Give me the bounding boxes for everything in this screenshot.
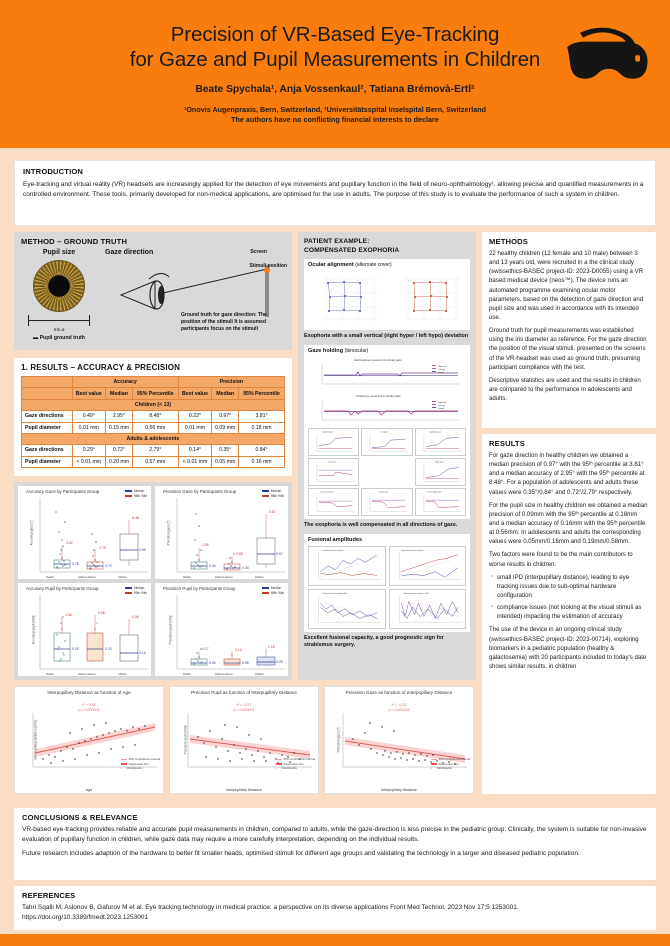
fusional-amplitudes-title: Fusional amplitudes xyxy=(308,536,363,543)
table-group-children xyxy=(22,399,285,410)
svg-text:0.19: 0.19 xyxy=(72,647,79,651)
chart-plot-area xyxy=(18,589,151,676)
scatter-xlabel: Age xyxy=(85,788,93,792)
results-paragraph-4: The use of the device in an ongoing clinical study (swissethics-BASEC project-ID: 2023-00714), exploring biomarkers in a pediatric population (healthy & galactosemia) with 20 participants included to today's date shows similar results. in children xyxy=(489,626,647,670)
results-paragraph-3: Two factors were found to be the main contributors to worse results in children: xyxy=(489,551,633,568)
vr-headset-icon xyxy=(556,20,652,92)
gaze-plot-down-left xyxy=(308,488,359,516)
results-paragraph-2: For the pupil size in healthy children we obtained a median precision of 0.09mm with the 95ᵗʰ percentile at 0.18mm and a median accuracy of 0.16mm with the 95ᵗʰ percentile at 0.56mm. In adolescents and adults the corresponding values were 0.05mm/0.16mm and 0.19mm/0.58mm. xyxy=(489,501,648,546)
cell: 0.05 mm xyxy=(212,456,239,467)
alignment-plot-right xyxy=(390,271,468,327)
chart-legend: Median 95th %ile xyxy=(125,586,147,596)
svg-text:0.05: 0.05 xyxy=(209,661,216,665)
gaze-holding-card xyxy=(304,345,470,519)
svg-text:Left eye: Left eye xyxy=(438,405,446,407)
results-table-panel xyxy=(14,358,292,476)
disclosure-line: The authors have no conflicting financial interests to declare xyxy=(231,115,439,125)
patient-caption-2: The exophoria is well compensated in all directions of gaze. xyxy=(304,522,458,528)
subheader-prec-p95: 95% Percentile xyxy=(239,388,285,399)
svg-text:Adults & adolesc.: Adults & adolesc. xyxy=(215,576,234,579)
gaze-plot-up-left xyxy=(308,428,359,456)
methods-section xyxy=(482,232,656,428)
chart-legend: Median 95th %ile xyxy=(262,586,284,596)
chart-title: Accuracy Pupil by Participants Group xyxy=(26,586,99,591)
method-gt-heading: METHOD – GROUND TRUTH xyxy=(21,237,128,246)
svg-text:Healthy: Healthy xyxy=(46,673,55,676)
screen-label: Screen xyxy=(250,249,267,255)
p-value-label: p = 0.000001 xyxy=(78,708,100,713)
svg-text:Right gaze: Right gaze xyxy=(434,461,444,464)
ocular-alignment-card xyxy=(304,259,470,330)
scatter-xlabel: Interpupillary Distance xyxy=(381,788,417,792)
r-squared-label: r² = -0.23 xyxy=(391,703,407,707)
cell: 0.49° xyxy=(72,411,106,422)
svg-text:Right eye: Right eye xyxy=(438,402,447,404)
affiliations xyxy=(20,105,650,126)
chart-title: Precision Gaze by Participants Group xyxy=(163,489,237,494)
scatter-legend: 95% Confidence interval Regression line • Participants xyxy=(430,757,470,771)
conclusions-paragraph-2: Future research includes adaption of the hardware to better fit smaller heads, optimised stimuli for different age groups and validating the technology in a larger and diseased pediatric population. xyxy=(22,849,580,857)
scatter-ylabel: Precision pupil [mm] xyxy=(183,725,188,755)
alignment-grid-left xyxy=(308,271,386,327)
references-section xyxy=(14,886,656,930)
chart-plot-area xyxy=(155,492,288,579)
svg-text:Up-Right gaze: Up-Right gaze xyxy=(429,431,441,434)
row-label-gaze-adults: Gaze directions xyxy=(22,445,73,456)
scatter-ylabel: Interpupillary distance [mm] xyxy=(33,720,38,760)
iris-diameter-label: Iris ⌀ xyxy=(53,328,65,333)
svg-text:0.20: 0.20 xyxy=(105,647,112,651)
svg-text:Down-Left gaze: Down-Left gaze xyxy=(320,491,334,494)
gaze-plot-up xyxy=(361,428,412,456)
gaze-plot-down-right xyxy=(415,488,466,516)
pupil-size-label: Pupil size xyxy=(42,249,76,256)
results-table-heading: 1. RESULTS – ACCURACY & PRECISION xyxy=(21,363,181,372)
table-corner-cell xyxy=(22,377,73,388)
p95-label-1: 2.79 xyxy=(99,546,106,550)
patient-heading-line2: COMPENSATED EXOPHORIA xyxy=(304,247,400,255)
cell: 0.14° xyxy=(178,445,212,456)
stimuli-position-label: Stimuli position xyxy=(249,263,287,269)
iris-image xyxy=(33,260,85,312)
vertical-eye-movement-plot xyxy=(308,392,466,426)
p-value-label: p = 0.000001 xyxy=(233,708,255,713)
chart-ylabel: Accuracy gaze [°] xyxy=(29,520,34,545)
cell: 2.79° xyxy=(132,445,178,456)
svg-text:Up-Left gaze: Up-Left gaze xyxy=(322,431,334,434)
svg-text:Left gaze: Left gaze xyxy=(328,461,336,464)
chart-precision-pupil xyxy=(155,583,288,676)
introduction-heading: INTRODUCTION xyxy=(23,167,84,176)
svg-text:0.16: 0.16 xyxy=(139,651,146,655)
table-header-row-groups xyxy=(22,377,285,388)
chart-plot-area xyxy=(18,492,151,579)
author-list: Beate Spychala¹, Anja Vossenkaul², Tatiana Brémovà-Ertl² xyxy=(195,84,475,95)
references-text xyxy=(22,903,648,923)
scatter-ylabel: Precision gaze [°] xyxy=(336,727,341,753)
svg-text:Healthy: Healthy xyxy=(183,576,192,579)
svg-text:0.88: 0.88 xyxy=(236,552,243,556)
patient-caption-3: Excellent fusional capacity, a good prognostic sign for strabismus surgery. xyxy=(304,634,444,649)
results-bullet-list xyxy=(489,573,649,622)
svg-text:0.58: 0.58 xyxy=(98,611,105,615)
cell: 0.01 mm xyxy=(178,422,212,433)
scatter-legend: 95% Confidence interval Regression line • Participants xyxy=(275,757,315,771)
chart-precision-gaze xyxy=(155,486,288,579)
pupil-size-figure xyxy=(21,249,97,341)
svg-text:Left eye: Left eye xyxy=(438,369,446,371)
fusional-plot-vertical-rol xyxy=(308,589,386,629)
affiliation-line: ¹Onovis Augenpraxis, Bern, Switzerland, ²Universitätsspital Inselspital Bern, Switzerland xyxy=(183,105,487,114)
table-header-row-subs xyxy=(22,388,285,399)
subheader-prec-best: Best value xyxy=(178,388,212,399)
results-text xyxy=(489,451,649,671)
svg-text:Adults & adolesc.: Adults & adolesc. xyxy=(78,673,97,676)
methods-paragraph-1: 22 healthy children (12 female and 10 male) between 3 and 13 years old, were recruited in a the clinical study (swissethics-BASEC project-ID: 2023-D0055) using a VR based medical device (neos™). The device runs an automated programme examining ocular motor parameters, based on the detection of gaze direction and pupil size and was used in accordance with its intended use. xyxy=(489,250,644,321)
svg-text:0.56: 0.56 xyxy=(132,615,139,619)
cell: 8.48° xyxy=(132,411,178,422)
iris-diameter-measure xyxy=(28,314,90,328)
svg-text:Stimuli: Stimuli xyxy=(438,372,445,374)
results-paragraph-1: For gaze direction in healthy children we obtained a median precision of 0.97° with the 95ᵗʰ percentile at 3.81° and a median accuracy of 2.95° with the 95ᵗʰ percentile at 8.48°. For a population of adolescents and adults these values were 0.35°/0.84° and 0.72°/2.79° respectively. xyxy=(489,452,645,496)
chart-title: Accuracy Gaze by Participants Group xyxy=(26,489,100,494)
gaze-plot-right xyxy=(415,458,466,486)
fusional-plot-vertical-lor xyxy=(389,589,467,629)
patient-example-panel xyxy=(298,232,476,680)
svg-text:Children: Children xyxy=(118,576,127,579)
row-label-pupil-adults: Pupil diameter xyxy=(22,456,73,467)
conclusions-paragraph-1: VR-based eye-tracking provides reliable and accurate pupil measurements in children, compared to adults, while the gaze-direction is less precise in the pediatric group. Clinically, the system is suitable for non-invasive evaluation of pupillary function in children, while gaze data may require a more carefully interpretation, depending on the individual results. xyxy=(22,826,647,843)
scatter-title: Precision Gaze as function of Interpupillary Distance xyxy=(345,690,453,695)
svg-text:0.44: 0.44 xyxy=(209,564,216,568)
svg-text:1.95: 1.95 xyxy=(202,543,209,547)
cell: 0.29° xyxy=(72,445,106,456)
methods-text xyxy=(489,249,649,403)
chart-accuracy-pupil xyxy=(18,583,151,676)
plot-title: Vertical eye movement in primary gaze xyxy=(356,395,401,398)
boxplot-charts-panel xyxy=(14,482,292,680)
method-ground-truth-panel xyxy=(14,232,292,350)
conclusions-text xyxy=(22,825,648,859)
chart-accuracy-gaze xyxy=(18,486,151,579)
svg-text:Healthy: Healthy xyxy=(46,576,55,579)
conclusions-heading: CONCLUSIONS & RELEVANCE xyxy=(22,813,138,822)
v-trace-svg xyxy=(308,392,468,426)
cell: 0.22° xyxy=(178,411,212,422)
table-corner-cell-2 xyxy=(22,388,73,399)
methods-paragraph-2: Ground truth for pupil measurements was established using the iris diameter as reference. For the gaze direction the position of the visual stimuli, presented on the screens of the VR-headset was used as ground truth, presuming participant compliance with the test. xyxy=(489,327,647,371)
cell: 0.84° xyxy=(239,445,285,456)
fusional-amplitudes-card xyxy=(304,534,470,632)
svg-text:3.81: 3.81 xyxy=(269,510,276,514)
directional-gaze-plots xyxy=(308,428,466,516)
pupil-ground-truth-label: ▬ Pupil ground truth xyxy=(33,335,85,341)
scatter-legend: 95% Confidence interval Regression line • Participants xyxy=(120,757,160,771)
p95-label-0: 3.52 xyxy=(66,541,73,545)
cell: 0.97° xyxy=(212,411,239,422)
header-precision: Precision xyxy=(178,377,284,388)
table-row xyxy=(22,456,285,467)
methods-paragraph-3: Descriptive statistics are used and the results in children are compared to the performance in adolescents and adults. xyxy=(489,376,641,403)
svg-text:Children: Children xyxy=(255,673,264,676)
svg-text:Vertical fusional vergence LoR: Vertical fusional vergence LoR xyxy=(402,592,429,595)
r-squared-label: r² = -0.27 xyxy=(236,703,252,707)
results-section xyxy=(482,434,656,794)
group-label-children: Children (< 13) xyxy=(22,399,285,410)
title-line-1: Precision of VR-Based Eye-Tracking xyxy=(170,23,500,46)
cell: 0.56 mm xyxy=(132,422,178,433)
gaze-plot-up-right xyxy=(415,428,466,456)
chart-ylabel: Precision pupil [mm] xyxy=(168,615,173,644)
svg-text:Negative fusional vergence: Negative fusional vergence xyxy=(400,549,424,552)
subheader-acc-best: Best value xyxy=(72,388,106,399)
poster-header xyxy=(0,0,670,148)
alignment-grid-right xyxy=(390,271,468,327)
median-label-0: 0.76 xyxy=(72,562,79,566)
cell: 3.81° xyxy=(239,411,285,422)
gaze-plot-down xyxy=(361,488,412,516)
ocular-alignment-title: Ocular alignment (alternate cover) xyxy=(308,262,392,269)
table-group-adults xyxy=(22,433,285,444)
cell: 0.35° xyxy=(212,445,239,456)
footer-bar xyxy=(0,934,670,946)
p-value-label: p = 0.000033 xyxy=(388,708,410,713)
cell: 0.01 mm xyxy=(72,422,106,433)
svg-text:0.09: 0.09 xyxy=(276,660,283,664)
gaze-plot-left xyxy=(308,458,359,486)
gaze-direction-label: Gaze direction xyxy=(105,249,154,256)
cell: 2.95° xyxy=(106,411,133,422)
scatter-title: Interpupillary Distance as function of Age xyxy=(47,690,131,695)
p95-label-2: 8.48 xyxy=(132,516,139,520)
chart-ylabel: Accuracy pupil [mm] xyxy=(31,615,36,644)
list-item: · compliance issues (not looking at the visual stimuli as intended) impacting the estimation of accuracy xyxy=(489,603,649,621)
svg-text:Positive fusional vergence: Positive fusional vergence xyxy=(322,549,345,552)
table-row xyxy=(22,422,285,433)
cell: 0.72° xyxy=(106,445,133,456)
plot-title: Horizontal eye movement in primary gaze xyxy=(354,359,402,362)
scatter-precision-pupil-vs-ipd xyxy=(169,686,319,794)
results-heading: RESULTS xyxy=(489,439,525,448)
svg-text:Stimuli: Stimuli xyxy=(438,408,445,410)
cell: 0.20 mm xyxy=(106,456,133,467)
chart-ylabel: Precision gaze [°] xyxy=(166,520,171,545)
fusional-plot-positive xyxy=(308,546,386,586)
alignment-plot-left xyxy=(308,271,386,327)
subheader-acc-median: Median xyxy=(106,388,133,399)
chart-legend: Median 95th %ile xyxy=(262,489,284,499)
median-label-1: 0.72 xyxy=(105,564,112,568)
patient-heading-line1: PATIENT EXAMPLE: xyxy=(304,238,370,245)
patient-caption-1: Exophoria with a small vertical (right hyper / left hypo) deviation xyxy=(304,333,469,340)
svg-text:Healthy: Healthy xyxy=(183,673,192,676)
r-squared-label: r² = 0.52 xyxy=(82,703,96,707)
table-row xyxy=(22,411,285,422)
scatter-precision-gaze-vs-ipd xyxy=(324,686,474,794)
svg-text:Adults & adolesc.: Adults & adolesc. xyxy=(215,673,234,676)
svg-text:0.97: 0.97 xyxy=(276,552,283,556)
introduction-section xyxy=(14,160,656,226)
row-label-gaze-children: Gaze directions xyxy=(22,411,73,422)
table-row xyxy=(22,445,285,456)
subheader-prec-median: Median xyxy=(212,388,239,399)
svg-text:0.16: 0.16 xyxy=(235,648,242,652)
row-label-pupil-children: Pupil diameter xyxy=(22,422,73,433)
gaze-holding-title: Gaze holding (binocular) xyxy=(308,348,369,354)
svg-text:0.56: 0.56 xyxy=(65,613,72,617)
subheader-acc-p95: 95% Percentile xyxy=(132,388,178,399)
cell: 0.57 mm xyxy=(132,456,178,467)
chart-legend: Median 95th %ile xyxy=(125,489,147,499)
conclusions-section xyxy=(14,808,656,880)
median-label-2: 2.95 xyxy=(139,548,146,552)
cell: 0.15 mm xyxy=(106,422,133,433)
svg-text:Up gaze: Up gaze xyxy=(381,431,389,434)
ground-truth-note: Ground truth for gaze direction: The position of the stimuli It is assumed participants focus on the stimuli xyxy=(181,312,267,332)
scatter-ipd-vs-age xyxy=(14,686,164,794)
title-line-2: for Gaze and Pupil Measurements in Children xyxy=(129,48,541,71)
svg-text:Children: Children xyxy=(118,673,127,676)
group-label-adults: Adults & adolescents xyxy=(22,433,285,444)
scatter-xlabel: Interpupillary Distance xyxy=(226,788,262,792)
reference-item: Tahri Sqalli M, Aslonov B, Gafurov M et al. Eye tracking technology in medical practice: a perspective on its diverse applications Front Med Technol. 2023 Nov 17;5:1253001. xyxy=(22,904,519,911)
svg-text:0.18: 0.18 xyxy=(268,645,275,649)
scatter-title: Precision Pupil as function of Interpupillary Distance xyxy=(191,690,297,695)
header-accuracy: Accuracy xyxy=(72,377,178,388)
cell: < 0.01 mm xyxy=(72,456,106,467)
introduction-text: Eye-tracking and virtual reality (VR) headsets are increasingly applied for the detection of eye movements and pupillary function in the field of neuro-ophthalmology¹, allowing precise and quantified measurements in a controlled environment. These tools, primarily developed for non-medical applications, are optimised for the use in adults. The purpose of this study is to evaluate the performance of such a system in children. xyxy=(23,181,644,198)
cell: 0.16 mm xyxy=(239,456,285,467)
svg-text:Children: Children xyxy=(255,576,264,579)
reference-doi-link[interactable]: https://doi.org/10.3389/fmedt.2023.1253001 xyxy=(22,913,149,921)
references-heading: REFERENCES xyxy=(22,891,76,900)
scatter-charts-panel xyxy=(14,686,474,794)
fusional-plot-negative xyxy=(389,546,467,586)
svg-text:0.17: 0.17 xyxy=(202,647,209,651)
svg-text:0.05: 0.05 xyxy=(242,661,249,665)
cell: 0.18 mm xyxy=(239,422,285,433)
cell: < 0.01 mm xyxy=(178,456,212,467)
chart-plot-area xyxy=(155,589,288,676)
gaze-direction-figure xyxy=(97,249,285,335)
svg-text:Adults & adolesc.: Adults & adolesc. xyxy=(78,576,97,579)
horizontal-eye-movement-plot xyxy=(308,356,466,390)
svg-text:Right eye: Right eye xyxy=(438,366,447,368)
cell: 0.09 mm xyxy=(212,422,239,433)
h-trace-svg xyxy=(308,356,468,390)
svg-text:0.34: 0.34 xyxy=(242,566,249,570)
svg-text:Vertical fusional vergence RoL: Vertical fusional vergence RoL xyxy=(322,592,348,595)
methods-heading: METHODS xyxy=(489,237,529,246)
chart-title: Precision Pupil by Participants Group xyxy=(163,586,236,591)
svg-text:Down-Right gaze: Down-Right gaze xyxy=(427,491,442,494)
accuracy-precision-table xyxy=(21,376,285,468)
svg-text:Down gaze: Down gaze xyxy=(379,491,389,494)
list-item: · small IPD (interpupillary distance), leading to eye tracking issues due to sub-optimal hardware configuration xyxy=(489,573,649,600)
